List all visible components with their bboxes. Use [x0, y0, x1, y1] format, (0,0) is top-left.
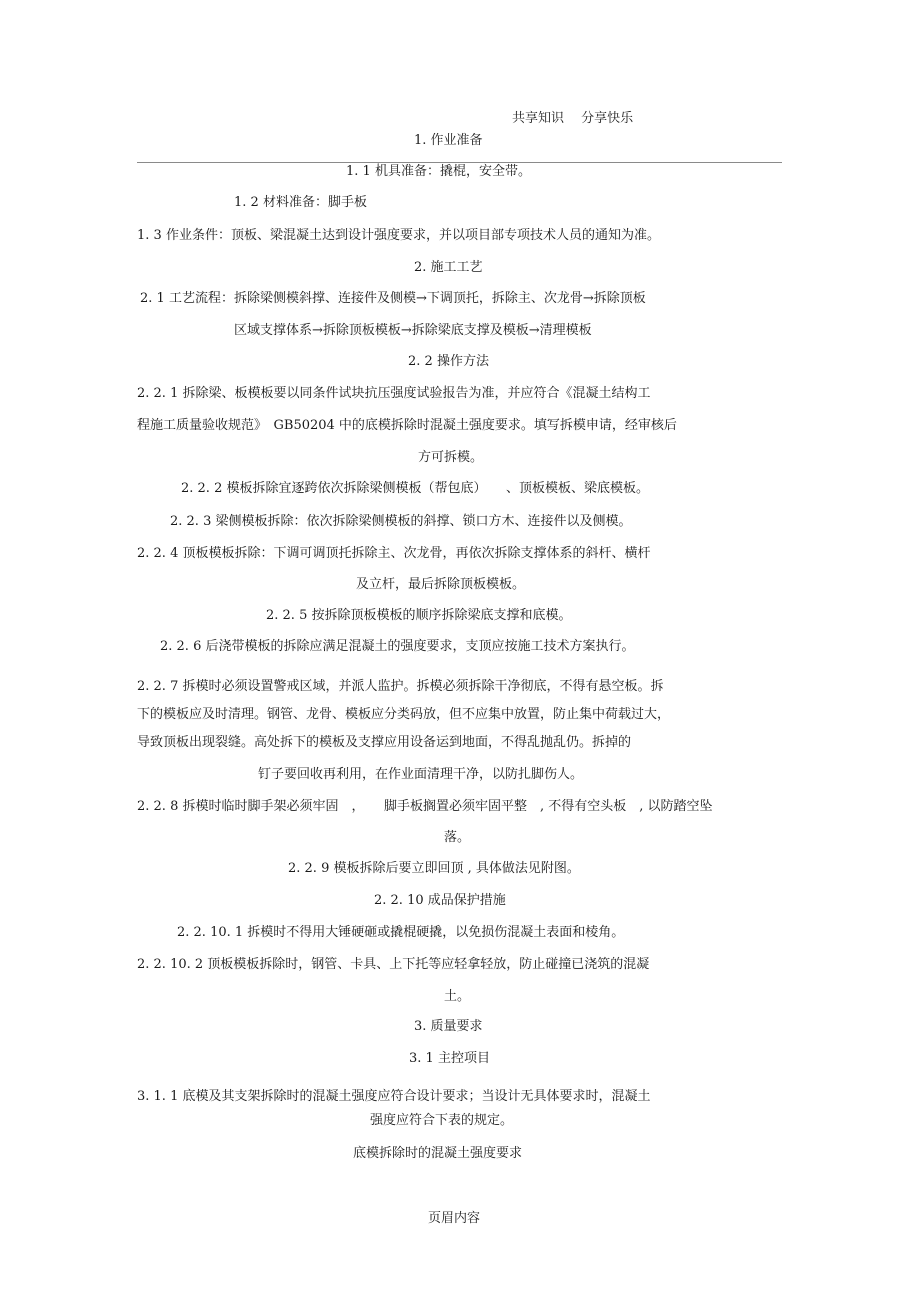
text-line: 2. 2. 10. 1 拆模时不得用大锤硬砸或撬棍硬撬，以免损伤混凝土表面和棱角。	[177, 925, 625, 940]
section-heading: 2. 2. 10 成品保护措施	[374, 893, 506, 908]
section-heading: 3. 质量要求	[414, 1019, 483, 1034]
text-line: 1. 2 材料准备：脚手板	[234, 195, 367, 210]
text-line: 2. 2. 3 梁侧模板拆除：依次拆除梁侧模板的斜撑、锁口方木、连接件以及侧模。	[170, 514, 632, 529]
text-line: 2. 2. 1 拆除梁、板模板要以同条件试块抗压强度试验报告为准，并应符合《混凝土结构工	[137, 386, 651, 401]
text-line: 区域支撑体系→拆除顶板模板→拆除梁底支撑及模板→清理模板	[234, 323, 592, 338]
section-heading: 2. 2 操作方法	[408, 354, 489, 369]
text-line: 2. 2. 6 后浇带模板的拆除应满足混凝土的强度要求，支顶应按施工技术方案执行。	[160, 639, 635, 654]
section-heading: 1. 作业准备	[414, 133, 483, 148]
section-heading: 2. 施工工艺	[414, 260, 483, 275]
text-line: 土。	[444, 989, 471, 1004]
table-caption: 底模拆除时的混凝土强度要求	[353, 1146, 523, 1161]
text-line: 落。	[444, 830, 471, 845]
text-line: 及立杆，最后拆除顶板模板。	[356, 577, 526, 592]
text-line: 2. 2. 8 拆模时临时脚手架必须牢固 ， 脚手板搁置必须牢固平整 , 不得有空头板 , 以防踏空坠	[137, 799, 713, 814]
section-heading: 3. 1 主控项目	[409, 1051, 490, 1066]
text-line: 强度应符合下表的规定。	[370, 1113, 514, 1128]
text-line: 1. 3 作业条件：顶板、梁混凝土达到设计强度要求，并以项目部专项技术人员的通知为准。	[137, 228, 660, 243]
text-line: 程施工质量验收规范》 GB50204 中的底模拆除时混凝土强度要求。填写拆模申请，经审核后	[137, 418, 677, 433]
text-line: 导致顶板出现裂缝。高处拆下的模板及支撑应用设备运到地面，不得乱抛乱仍。拆掉的	[137, 735, 632, 750]
text-line: 下的模板应及时清理。钢管、龙骨、模板应分类码放，但不应集中放置，防止集中荷载过大，	[137, 707, 671, 722]
text-line: 1. 1 机具准备：撬棍，安全带。	[346, 164, 531, 179]
text-line: 2. 2. 10. 2 顶板模板拆除时，钢管、卡具、上下托等应轻拿轻放，防止碰撞已浇筑的混凝	[137, 957, 650, 972]
text-line: 方可拆模。	[418, 450, 484, 465]
page-footer: 页眉内容	[428, 1211, 481, 1226]
text-line: 钉子要回收再利用，在作业面清理干净，以防扎脚伤人。	[258, 767, 584, 782]
text-line: 2. 2. 9 模板拆除后要立即回顶 , 具体做法见附图。	[288, 861, 580, 876]
text-line: 2. 1 工艺流程：拆除梁侧模斜撑、连接件及侧模→下调顶托，拆除主、次龙骨→拆除顶板	[140, 291, 646, 306]
text-line: 2. 2. 7 拆模时必须设置警戒区域，并派人监护。拆模必须拆除干净彻底，不得有悬空板。拆	[137, 679, 664, 694]
text-line: 2. 2. 4 顶板模板拆除：下调可调顶托拆除主、次龙骨，再依次拆除支撑体系的斜杆、横杆	[137, 546, 651, 561]
page-header: 共享知识 分享快乐	[512, 111, 634, 126]
text-line: 2. 2. 5 按拆除顶板模板的顺序拆除梁底支撑和底模。	[266, 608, 572, 623]
text-line: 3. 1. 1 底模及其支架拆除时的混凝土强度应符合设计要求；当设计无具体要求时，混凝土	[137, 1089, 651, 1104]
text-line: 2. 2. 2 模板拆除宜逐跨依次拆除梁侧模板（帮包底） 、顶板模板、梁底模板。	[181, 481, 649, 496]
